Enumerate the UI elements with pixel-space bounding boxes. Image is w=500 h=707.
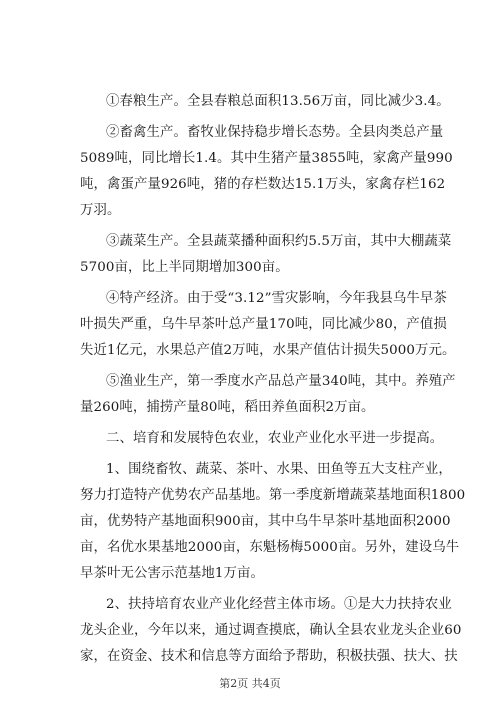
text-line: 失近1亿元，水果总产值2万吨，水果产值估计损失5000万元。 [80, 343, 456, 358]
section-heading-2 [80, 426, 442, 452]
page-number-footer: 第2页 共4页 [219, 677, 281, 690]
document-body [80, 89, 466, 675]
text-line: 亩，名优水果基地2000亩，东魁杨梅5000亩。另外，建设乌牛 [80, 540, 460, 555]
paragraph-livestock [80, 120, 453, 224]
text-line: ④特产经济。由于受“3.12”雪灾影响，今年我县乌牛早茶 [106, 291, 447, 306]
text-line: 吨，禽蛋产量926吨，猪的存栏数达15.1万头，家禽存栏162 [80, 177, 446, 192]
paragraph-vegetables [80, 229, 452, 281]
text-line: 万羽。 [80, 203, 121, 218]
text-line: 5700亩，比上半同期增加300亩。 [80, 260, 289, 275]
text-line: ③蔬菜生产。全县蔬菜播种面积约5.5万亩，其中大棚蔬菜 [106, 234, 452, 249]
text-line: 1、围绕畜牧、蔬菜、茶叶、水果、田鱼等五大支柱产业， [106, 462, 452, 477]
text-line: 量260吨，捕捞产量80吨，稻田养鱼面积2万亩。 [80, 400, 375, 415]
text-line: 2、扶持培育农业产业化经营主体市场。①是大力扶持农业 [106, 597, 452, 612]
text-line: 二、培育和发展特色农业，农业产业化水平进一步提高。 [106, 431, 444, 446]
text-line: 家，在资金、技术和信息等方面给予帮助，积极扶强、扶大、扶 [80, 649, 458, 664]
paragraph-spring-grain [80, 89, 450, 115]
text-line: ②畜禽生产。畜牧业保持稳步增长态势。全县肉类总产量 [106, 125, 444, 140]
paragraph-specialty-economy [80, 286, 456, 364]
text-line: 早茶叶无公害示范基地1万亩。 [80, 566, 264, 581]
text-line: 5089吨，同比增长1.4。其中生猪产量3855吨，家禽产量990 [80, 151, 453, 166]
paragraph-industrialization [80, 592, 462, 670]
paragraph-pillar-industries [80, 457, 466, 587]
text-line: ①春粮生产。全县春粮总面积13.56万亩，同比减少3.4。 [106, 94, 450, 109]
text-line: 亩，优势特产基地面积900亩，其中乌牛早茶叶基地面积2000 [80, 514, 451, 529]
paragraph-fishery [80, 369, 456, 421]
text-line: 努力打造特产优势农产品基地。第一季度新增蔬菜基地面积1800 [80, 488, 466, 503]
text-line: 龙头企业，今年以来，通过调查摸底，确认全县农业龙头企业60 [80, 623, 462, 638]
text-line: 叶损失严重，乌牛早茶叶总产量170吨，同比减少80，产值损 [80, 317, 447, 332]
text-line: ⑤渔业生产，第一季度水产品总产量340吨，其中。养殖产 [106, 374, 456, 389]
